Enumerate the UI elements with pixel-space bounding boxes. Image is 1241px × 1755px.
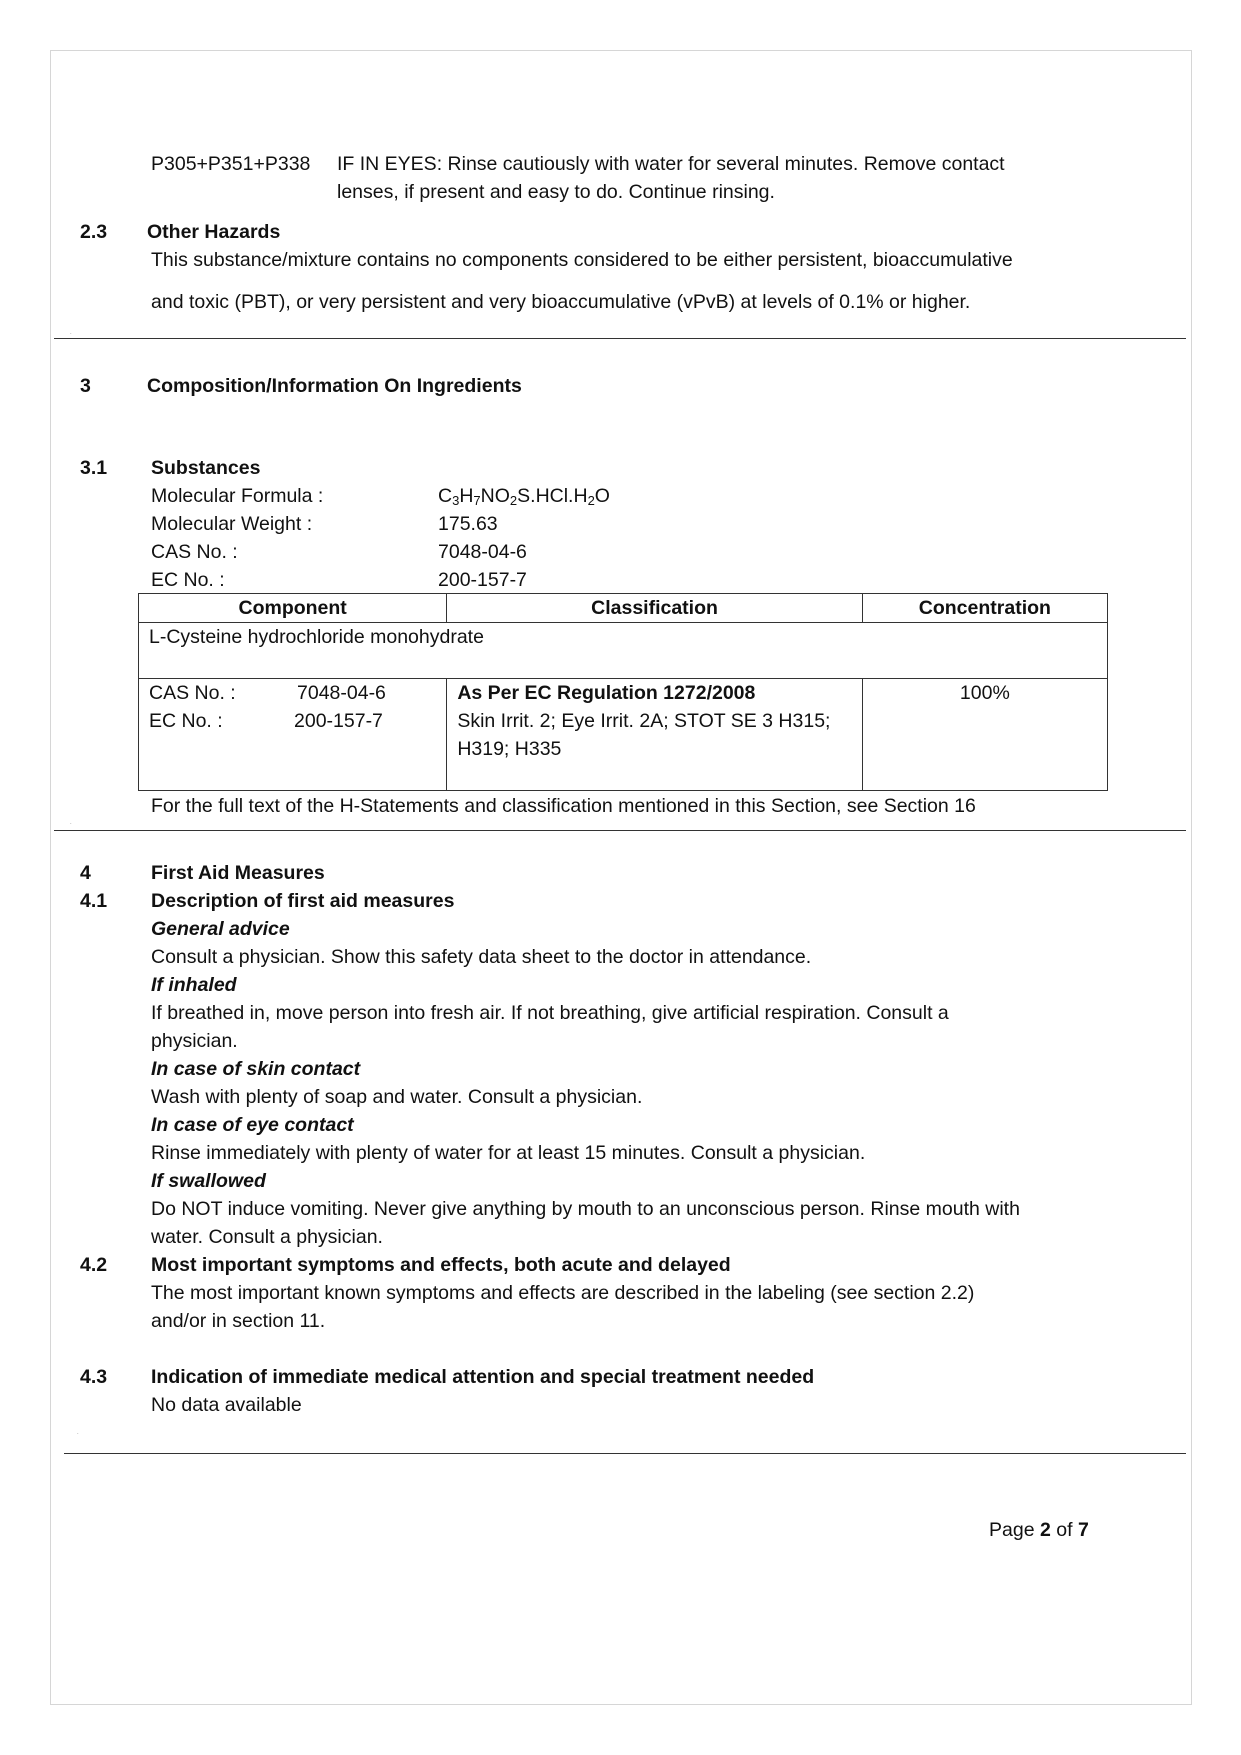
section-4-1-number: 4.1	[80, 890, 108, 912]
ec-number-label: EC No. :	[151, 569, 225, 591]
table-ec-value: 200-157-7	[294, 710, 383, 732]
column-header-concentration: Concentration	[862, 594, 1107, 623]
molecular-formula-value: $C_3H_7NO_2S.HCl.H_2O$	[438, 485, 610, 508]
molecular-weight-value: 175.63	[438, 513, 498, 535]
composition-table	[138, 593, 1108, 791]
section-4-title: First Aid Measures	[151, 862, 325, 884]
margin-dot: .	[70, 330, 72, 336]
p-statement-line1: IF IN EYES: Rinse cautiously with water for several minutes. Remove contact	[337, 153, 1005, 175]
p-statement-code: P305+P351+P338	[151, 153, 311, 175]
section-divider	[54, 338, 1186, 339]
section-2-3-line2: and toxic (PBT), or very persistent and very bioaccumulative (vPvB) at levels of 0.1% or higher.	[151, 291, 971, 313]
section-3-1-title: Substances	[151, 457, 261, 479]
table-cas-value: 7048-04-6	[297, 682, 386, 704]
page-word: Page	[989, 1519, 1035, 1541]
section-4-3-number: 4.3	[80, 1366, 108, 1388]
if-inhaled-line1: If breathed in, move person into fresh air. If not breathing, give artificial respiration. Consult a	[151, 1002, 949, 1024]
section-4-3-title: Indication of immediate medical attention and special treatment needed	[151, 1366, 815, 1388]
skin-contact-heading: In case of skin contact	[151, 1058, 361, 1080]
cas-number-label: CAS No. :	[151, 541, 238, 563]
classification-line2: H319; H335	[457, 738, 562, 760]
column-header-classification: Classification	[447, 594, 862, 623]
component-name: L-Cysteine hydrochloride monohydrate	[149, 626, 484, 648]
general-advice-heading: General advice	[151, 918, 290, 940]
molecular-formula-label: Molecular Formula :	[151, 485, 324, 507]
total-pages: 7	[1077, 1519, 1089, 1541]
if-swallowed-heading: If swallowed	[151, 1170, 266, 1192]
section-2-3-title: Other Hazards	[147, 221, 281, 243]
table-cas-label: CAS No. :	[149, 682, 236, 704]
classification-line1: Skin Irrit. 2; Eye Irrit. 2A; STOT SE 3 H315;	[457, 710, 831, 732]
section-4-2-number: 4.2	[80, 1254, 108, 1276]
section-4-3-text: No data available	[151, 1394, 302, 1416]
section-4-2-line1: The most important known symptoms and effects are described in the labeling (see section 2.2)	[151, 1282, 975, 1304]
section-4-number: 4	[80, 862, 91, 884]
of-word: of	[1056, 1519, 1073, 1541]
if-inhaled-line2: physician.	[151, 1030, 238, 1052]
section-3-1-number: 3.1	[80, 457, 108, 479]
current-page: 2	[1039, 1519, 1051, 1541]
regulation-heading: As Per EC Regulation 1272/2008	[457, 682, 756, 704]
component-name-cell	[139, 623, 1108, 679]
section-divider	[54, 830, 1186, 831]
page-number	[989, 1516, 1089, 1544]
skin-contact-text: Wash with plenty of soap and water. Consult a physician.	[151, 1086, 643, 1108]
concentration-value: 100%	[959, 682, 1010, 704]
eye-contact-text: Rinse immediately with plenty of water for at least 15 minutes. Consult a physician.	[151, 1142, 866, 1164]
section-2-3-number: 2.3	[80, 221, 108, 243]
if-inhaled-heading: If inhaled	[151, 974, 237, 996]
section-2-3-line1: This substance/mixture contains no components considered to be either persistent, bioaccumulative	[151, 249, 1013, 271]
section-4-2-title: Most important symptoms and effects, both acute and delayed	[151, 1254, 731, 1276]
general-advice-text: Consult a physician. Show this safety data sheet to the doctor in attendance.	[151, 946, 812, 968]
table-ec-label: EC No. :	[149, 710, 223, 732]
section-4-2-line2: and/or in section 11.	[151, 1310, 326, 1332]
cas-number-value: 7048-04-6	[438, 541, 527, 563]
section-3-title: Composition/Information On Ingredients	[147, 375, 522, 397]
section-divider	[64, 1453, 1186, 1454]
column-header-component: Component	[139, 594, 447, 623]
section-4-1-title: Description of first aid measures	[151, 890, 455, 912]
margin-dot: .	[77, 1430, 79, 1436]
margin-dot: .	[70, 820, 72, 826]
ec-number-value: 200-157-7	[438, 569, 527, 591]
table-footnote: For the full text of the H-Statements and classification mentioned in this Section, see Section 16	[151, 795, 976, 817]
molecular-weight-label: Molecular Weight :	[151, 513, 313, 535]
if-swallowed-line2: water. Consult a physician.	[151, 1226, 383, 1248]
section-3-number: 3	[80, 375, 91, 397]
if-swallowed-line1: Do NOT induce vomiting. Never give anything by mouth to an unconscious person. Rinse mouth with	[151, 1198, 1020, 1220]
p-statement-line2: lenses, if present and easy to do. Continue rinsing.	[337, 181, 775, 203]
concentration-cell	[862, 679, 1107, 791]
classification-cell	[447, 679, 862, 791]
eye-contact-heading: In case of eye contact	[151, 1114, 354, 1136]
component-identifiers-cell	[139, 679, 447, 791]
